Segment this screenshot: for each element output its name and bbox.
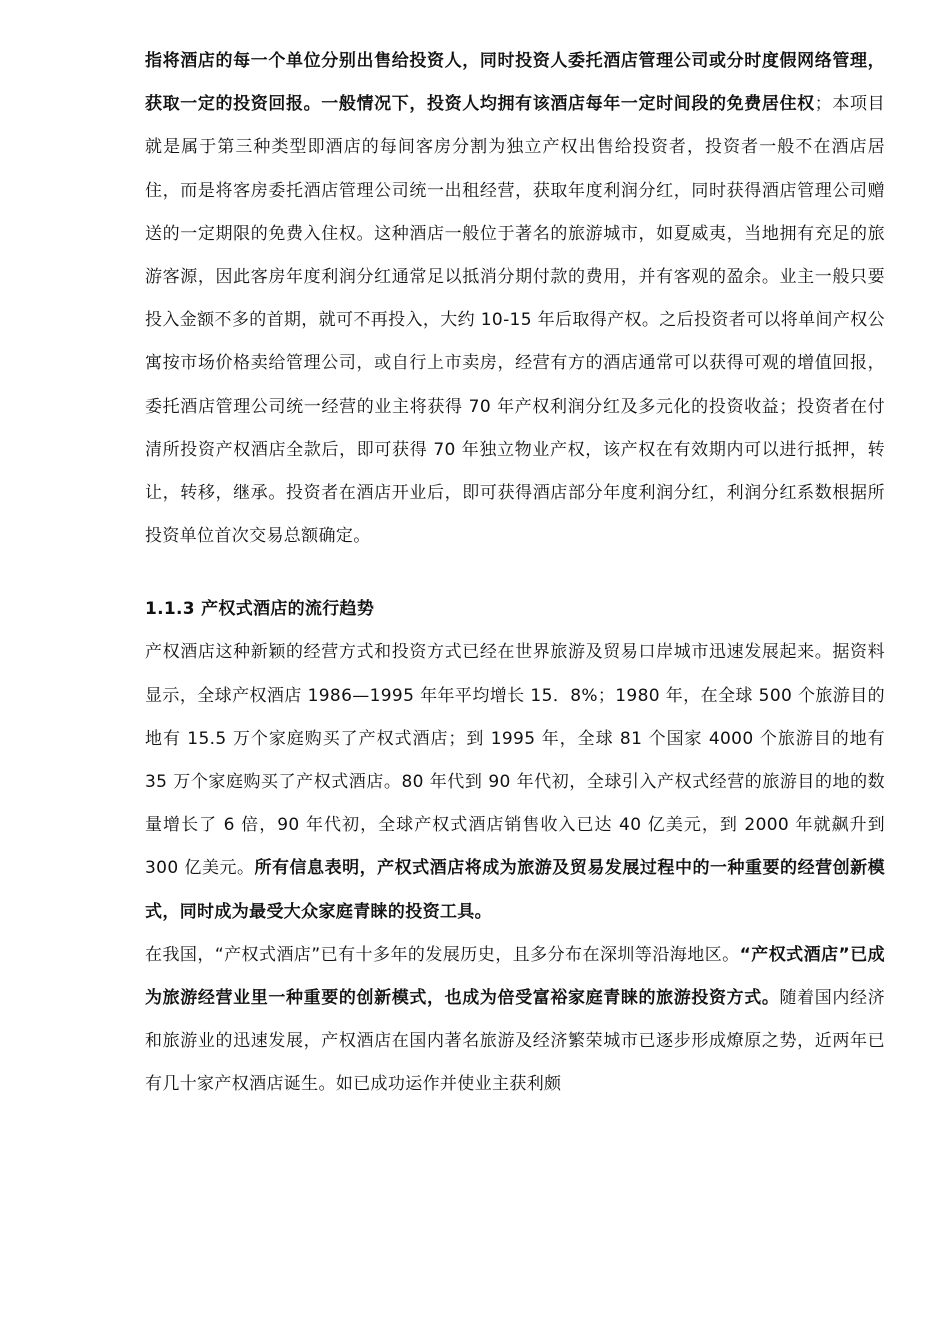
paragraph-hotel-ownership <box>145 40 885 558</box>
spacer <box>145 558 885 588</box>
section-heading: 1.1.3 产权式酒店的流行趋势 <box>145 599 375 620</box>
body-text: 产权酒店这种新颖的经营方式和投资方式已经在世界旅游及贸易口岸城市迅速发展起来。据资料显示，全球产权酒店 1986—1995 年年平均增长 15．8%；1980 年，在全球 500 个旅游目的地有 15.5 万个家庭购买了产权式酒店；到 1995 年，全球 81 个国家 4000 个旅游目的地有 35 万个家庭购买了产权式酒店。80 年代到 90 年代初，全球引入产权式经营的旅游目的地的数量增长了 6 倍，90 年代初，全球产权式酒店销售收入已达 40 亿美元，到 2000 年就飙升到 300 亿美元。 <box>145 642 885 879</box>
bold-text: 指将酒店的每一个单位分别出售给投资人，同时投资人委托酒店管理公司或分时度假网络管理，获取一定的投资回报。一般情况下，投资人均拥有该酒店每年一定时间段的免费居住权 <box>145 51 885 115</box>
paragraph-china-trend <box>145 934 885 1107</box>
bold-text: 所有信息表明，产权式酒店将成为旅游及贸易发展过程中的一种重要的经营创新模式，同时成为最受大众家庭青睐的投资工具。 <box>145 858 885 922</box>
document-page <box>145 40 885 1107</box>
body-text: 在我国，“产权式酒店”已有十多年的发展历史，且多分布在深圳等沿海地区。 <box>145 944 740 965</box>
body-text: ；本项目就是属于第三种类型即酒店的每间客房分割为独立产权出售给投资者，投资者一般不在酒店居住，而是将客房委托酒店管理公司统一出租经营，获取年度利润分红，同时获得酒店管理公司赠送的一定期限的免费入住权。这种酒店一般位于著名的旅游城市，如夏威夷，当地拥有充足的旅游客源，因此客房年度利润分红通常足以抵消分期付款的费用，并有客观的盈余。业主一般只要投入金额不多的首期，就可不再投入，大约 10-15 年后取得产权。之后投资者可以将单间产权公寓按市场价格卖给管理公司，或自行上市卖房，经营有方的酒店通常可以获得可观的增值回报，委托酒店管理公司统一经营的业主将获得 70 年产权利润分红及多元化的投资收益；投资者在付清所投资产权酒店全款后，即可获得 70 年独立物业产权，该产权在有效期内可以进行抵押，转让，转移，继承。投资者在酒店开业后，即可获得酒店部分年度利润分红，利润分红系数根据所投资单位首次交易总额确定。 <box>145 94 885 547</box>
bold-text: “产权式酒店”已成为旅游经营业里一种重要的创新模式，也成为倍受富裕家庭青睐的旅游投资方式。 <box>145 944 885 1009</box>
body-text: 随着国内经济和旅游业的迅速发展，产权酒店在国内著名旅游及经济繁荣城市已逐步形成燎原之势，近两年已有几十家产权酒店诞生。如已成功运作并使业主获利颇 <box>145 988 885 1095</box>
paragraph-global-trend <box>145 631 885 933</box>
